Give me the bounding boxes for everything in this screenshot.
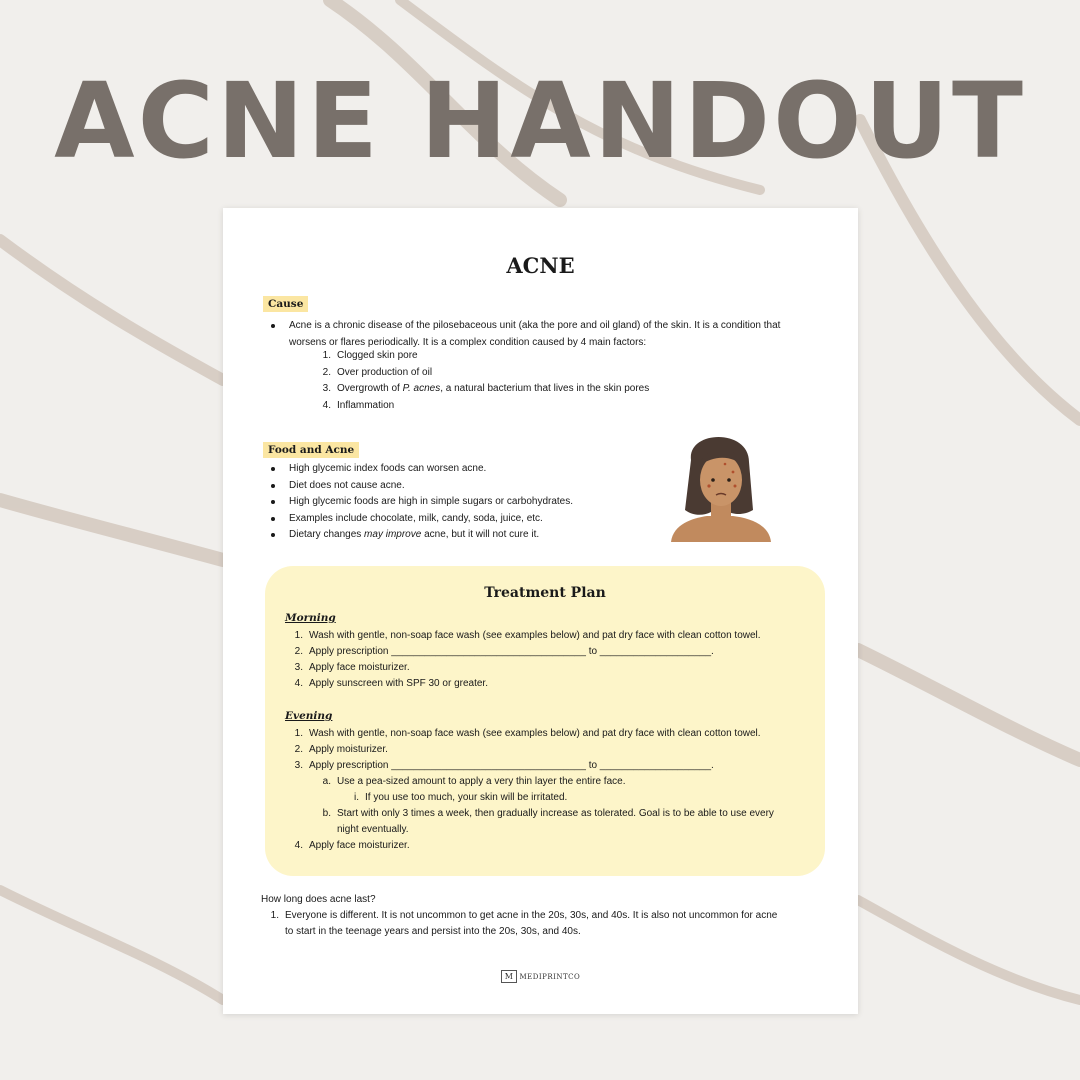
duration-question: How long does acne last? xyxy=(261,894,376,905)
brand-name: MEDIPRINTCO xyxy=(519,973,581,981)
cause-bullets xyxy=(263,318,843,351)
morning-step: 4. Apply sunscreen with SPF 30 or greater. xyxy=(294,678,488,689)
food-bullet: Diet does not cause acne. xyxy=(263,478,683,495)
duration-answer-continued: to start in the teenage years and persist into the 20s, 30s, and 40s. xyxy=(285,926,581,937)
brand-footer xyxy=(223,970,858,983)
food-bullet: Dietary changes may improve acne, but it will not cure it. xyxy=(263,527,683,544)
cause-heading: Cause xyxy=(263,296,308,312)
factor-item: 4. Inflammation xyxy=(322,399,395,411)
banner-title: ACNE HANDOUT xyxy=(54,60,1026,182)
evening-step: 4. Apply face moisturizer. xyxy=(294,840,410,851)
factor-item: 2. Over production of oil xyxy=(322,366,433,378)
evening-substep: a. Use a pea-sized amount to apply a very thin layer the entire face. xyxy=(322,776,626,787)
morning-step: 1. Wash with gentle, non-soap face wash (see examples below) and pat dry face with clean cotton towel. xyxy=(294,630,761,641)
evening-subsubstep: i. If you use too much, your skin will be irritated. xyxy=(354,792,568,803)
document-title: ACNE xyxy=(506,253,575,278)
evening-label: Evening xyxy=(285,710,333,722)
food-bullet: High glycemic foods are high in simple sugars or carbohydrates. xyxy=(263,494,683,511)
evening-step: 1. Wash with gentle, non-soap face wash (see examples below) and pat dry face with clean cotton towel. xyxy=(294,728,761,739)
evening-step: 3. Apply prescription ___________________________________ to ____________________. xyxy=(294,760,714,771)
treatment-title: Treatment Plan xyxy=(484,585,606,601)
evening-substep: b. Start with only 3 times a week, then gradually increase as tolerated. Goal is to be able to use every xyxy=(322,808,774,819)
brand-logo-mark: M xyxy=(501,970,518,983)
factor-item: 3. Overgrowth of P. acnes, a natural bacterium that lives in the skin pores xyxy=(322,383,650,394)
cause-bullet xyxy=(263,318,843,351)
treatment-plan-box xyxy=(265,566,825,876)
cause-factors-list xyxy=(313,348,649,414)
handout-page xyxy=(223,208,858,1014)
morning-step: 2. Apply prescription ___________________________________ to ____________________. xyxy=(294,646,714,657)
acne-girl-illustration xyxy=(663,420,778,545)
morning-step: 3. Apply face moisturizer. xyxy=(294,662,410,673)
duration-answer: 1. Everyone is different. It is not uncommon to get acne in the 20s, 30s, and 40s. It is also not uncommon for acne xyxy=(270,910,778,921)
food-heading: Food and Acne xyxy=(263,442,359,458)
food-bullet: Examples include chocolate, milk, candy, soda, juice, etc. xyxy=(263,511,683,528)
evening-step: 2. Apply moisturizer. xyxy=(294,744,388,755)
cause-bullet-line2: worsens or flares periodically. It is a complex condition caused by 4 main factors: xyxy=(289,336,647,348)
food-bullets xyxy=(263,461,683,544)
factor-item: 1. Clogged skin pore xyxy=(322,350,418,361)
food-bullet: High glycemic index foods can worsen acne. xyxy=(263,461,683,478)
evening-substep-continued: night eventually. xyxy=(337,824,409,835)
cause-bullet-line1: Acne is a chronic disease of the pilosebaceous unit (aka the pore and oil gland) of the skin. It is a condition that xyxy=(289,320,781,331)
morning-label: Morning xyxy=(285,612,336,624)
